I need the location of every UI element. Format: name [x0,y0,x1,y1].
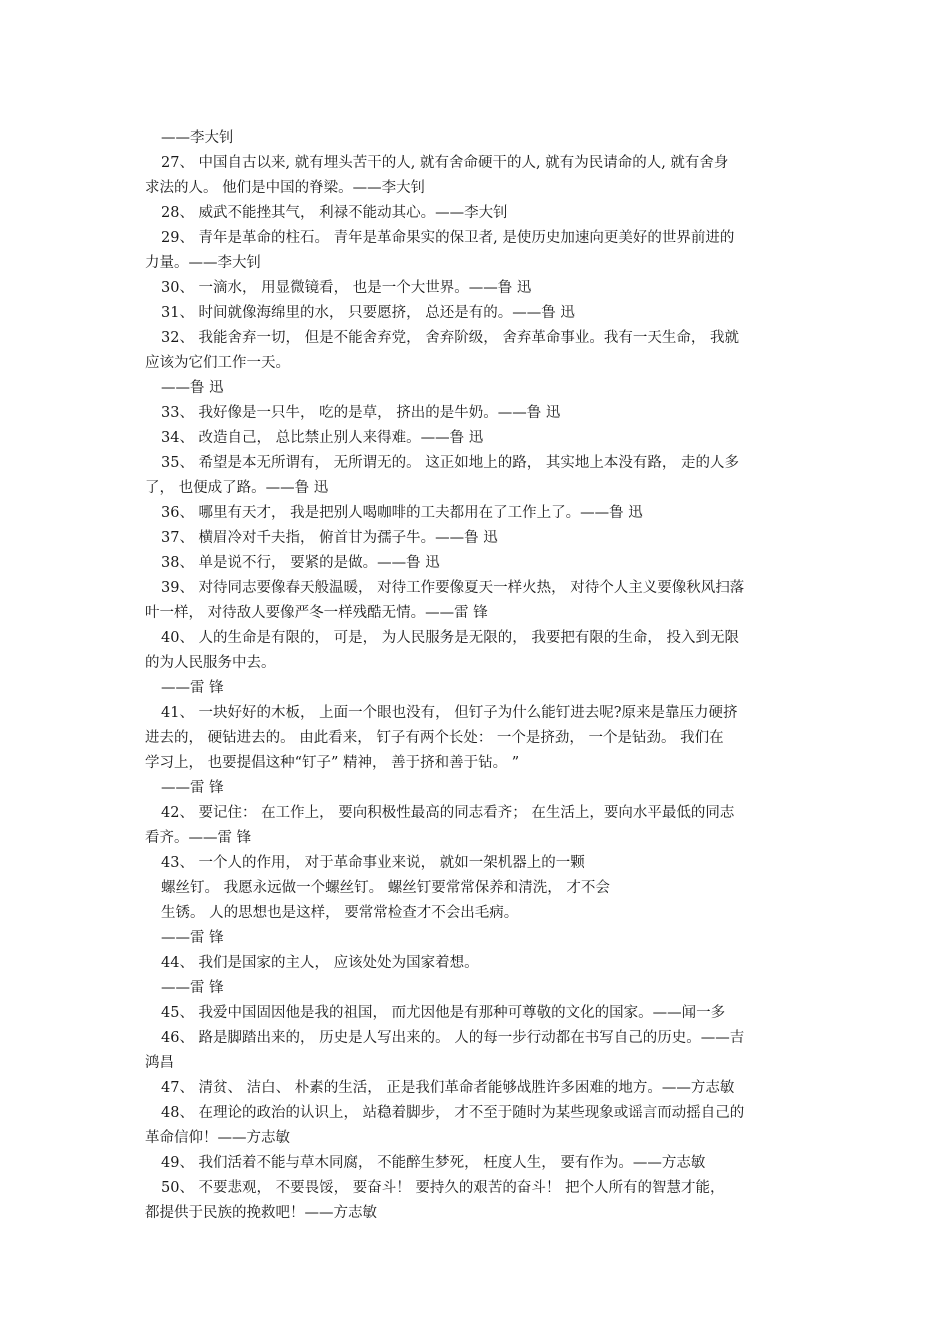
text-line: 28、 威武不能挫其气， 利禄不能动其心。——李大钊 [161,205,508,221]
text-line: 49、 我们活着不能与草木同腐， 不能醉生梦死， 枉度人生， 要有作为。——方志敏 [161,1155,706,1171]
text-line: 42、 要记住： 在工作上， 要向积极性最高的同志看齐； 在生活上，要向水平最低的同志 [161,805,735,821]
text-line: 43、 一个人的作用， 对于革命事业来说， 就如一架机器上的一颗 [161,855,585,871]
text-line: 了， 也便成了路。——鲁 迅 [145,480,329,496]
text-line: 46、 路是脚踏出来的， 历史是人写出来的。 人的每一步行动都在书写自己的历史。——吉 [161,1030,745,1046]
text-line: 35、 希望是本无所谓有， 无所谓无的。 这正如地上的路， 其实地上本没有路， 走的人多 [161,455,739,471]
text-line: ——雷 锋 [161,930,224,946]
text-line: 进去的， 硬钻进去的。 由此看来， 钉子有两个长处： 一个是挤劲， 一个是钻劲。 我们在 [145,730,724,746]
text-line: 生锈。 人的思想也是这样， 要常常检查才不会出毛病。 [161,905,519,921]
text-line: 48、 在理论的政治的认识上， 站稳着脚步， 才不至于随时为某些现象或谣言而动摇自己的 [161,1105,745,1121]
text-line: 40、 人的生命是有限的， 可是， 为人民服务是无限的， 我要把有限的生命， 投入到无限 [161,630,739,646]
text-line: 41、 一块好好的木板， 上面一个眼也没有， 但钉子为什么能钉进去呢?原来是靠压力硬挤 [161,705,738,721]
text-line: ——李大钊 [161,130,234,146]
text-line: ——鲁 迅 [161,380,224,396]
text-line: 32、 我能舍弃一切， 但是不能舍弃党， 舍弃阶级， 舍弃革命事业。我有一天生命， 我就 [161,330,739,346]
text-line: 力量。——李大钊 [145,255,261,271]
text-line: 44、 我们是国家的主人， 应该处处为国家着想。 [161,955,479,971]
text-line: 34、 改造自己， 总比禁止别人来得难。——鲁 迅 [161,430,484,446]
text-line: 36、 哪里有天才， 我是把别人喝咖啡的工夫都用在了工作上了。——鲁 迅 [161,505,643,521]
text-line: 27、 中国自古以来, 就有埋头苦干的人, 就有舍命硬干的人, 就有为民请命的人, 就有舍身 [161,155,729,171]
text-line: 30、 一滴水， 用显微镜看， 也是一个大世界。——鲁 迅 [161,280,532,296]
text-line: 求法的人。 他们是中国的脊梁。——李大钊 [145,180,426,196]
text-line: 都提供于民族的挽救吧！——方志敏 [145,1205,377,1221]
text-line: 学习上， 也要提倡这种“钉子” 精神， 善于挤和善于钻。 ” [145,755,520,771]
text-line: 应该为它们工作一天。 [145,355,290,371]
text-line: ——雷 锋 [161,780,224,796]
text-line: 45、 我爱中国固因他是我的祖国， 而尤因他是有那种可尊敬的文化的国家。——闻一多 [161,1005,726,1021]
text-line: 37、 横眉冷对千夫指， 俯首甘为孺子牛。——鲁 迅 [161,530,498,546]
text-line: 39、 对待同志要像春天般温暖， 对待工作要像夏天一样火热， 对待个人主义要像秋风扫落 [161,580,745,596]
text-line: 看齐。——雷 锋 [145,830,252,846]
text-line: 29、 青年是革命的柱石。 青年是革命果实的保卫者, 是使历史加速向更美好的世界前进的 [161,230,735,246]
text-line: ——雷 锋 [161,980,224,996]
text-line: 31、 时间就像海绵里的水， 只要愿挤， 总还是有的。——鲁 迅 [161,305,575,321]
text-line: 50、 不要悲观， 不要畏馁， 要奋斗！ 要持久的艰苦的奋斗！ 把个人所有的智慧才能， [161,1180,725,1196]
text-line: 33、 我好像是一只牛， 吃的是草， 挤出的是牛奶。——鲁 迅 [161,405,561,421]
text-line: 螺丝钉。 我愿永远做一个螺丝钉。 螺丝钉要常常保养和清洗， 才不会 [161,880,610,896]
text-line: 叶一样， 对待敌人要像严冬一样残酷无情。——雷 锋 [145,605,488,621]
text-line: ——雷 锋 [161,680,224,696]
text-line: 的为人民服务中去。 [145,655,276,671]
text-line: 鸿昌 [145,1055,174,1071]
text-line: 47、 清贫、 洁白、 朴素的生活， 正是我们革命者能够战胜许多困难的地方。——方志敏 [161,1080,735,1096]
document-body [145,126,813,1226]
text-line: 革命信仰！——方志敏 [145,1130,290,1146]
text-line: 38、 单是说不行， 要紧的是做。——鲁 迅 [161,555,440,571]
